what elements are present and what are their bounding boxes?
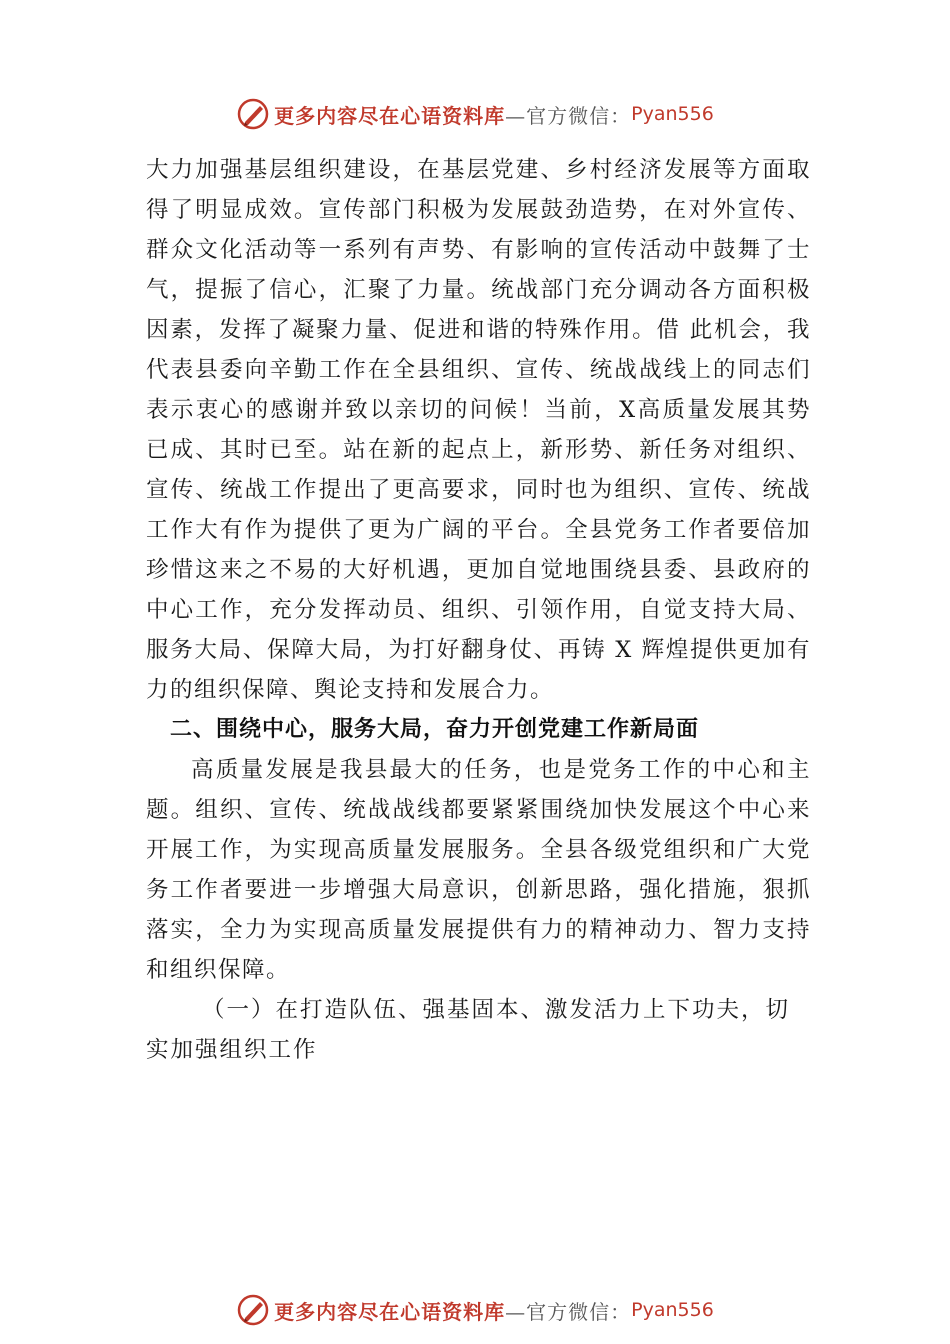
banner-wechat-id: Pyan556 [631,103,714,125]
banner-wechat-id: Pyan556 [631,1299,714,1321]
watermark-banner-top [0,94,950,134]
banner-brand-text: 更多内容尽在心语资料库 [274,1299,506,1324]
pen-logo-icon [236,1293,270,1327]
pen-logo-icon [236,97,270,131]
body-paragraph-2: 高质量发展是我县最大的任务，也是党务工作的中心和主题。组织、宣传、统战战线都要紧紧围绕加快发展这个中心来开展工作，为实现高质量发展服务。全县各级党组织和广大党务工作者要进一步增强大局意识，创新思路，强化措施，狠抓落实，全力为实现高质量发展提供有力的精神动力、智力支持和组织保障。 [146,757,811,983]
section-heading-2: 二、围绕中心，服务大局，奋力开创党建工作新局面 [170,717,700,742]
banner-brand-text: 更多内容尽在心语资料库 [274,103,506,128]
banner-separator-text: —官方微信： [505,1299,632,1324]
document-body [146,150,811,1070]
banner-separator-text: —官方微信： [505,103,632,128]
subsection-heading-1: （一）在打造队伍、强基固本、激发活力上下功夫，切实加强组织工作 [146,997,791,1063]
body-paragraph-1: 大力加强基层组织建设，在基层党建、乡村经济发展等方面取得了明显成效。宣传部门积极为发展鼓劲造势，在对外宣传、群众文化活动等一系列有声势、有影响的宣传活动中鼓舞了士气，提振了信心，汇聚了力量。统战部门充分调动各方面积极因素，发挥了凝聚力量、促进和谐的特殊作用。借 此机会，我代表县委向辛勤工作在全县组织、宣传、统战战线上的同志们表示衷心的感谢并致以亲切的问候！当前，X高质量发展其势已成、其时已至。站在新的起点上，新形势、新任务对组织、宣传、统战工作提出了更高要求，同时也为组织、宣传、统战工作大有作为提供了更为广阔的平台。全县党务工作者要倍加珍惜这来之不易的大好机遇，更加自觉地围绕县委、县政府的中心工作，充分发挥动员、组织、引领作用，自觉支持大局、服务大局、保障大局，为打好翻身仗、再铸 X 辉煌提供更加有力的组织保障、舆论支持和发展合力。 [146,157,811,703]
watermark-banner-bottom [0,1290,950,1330]
